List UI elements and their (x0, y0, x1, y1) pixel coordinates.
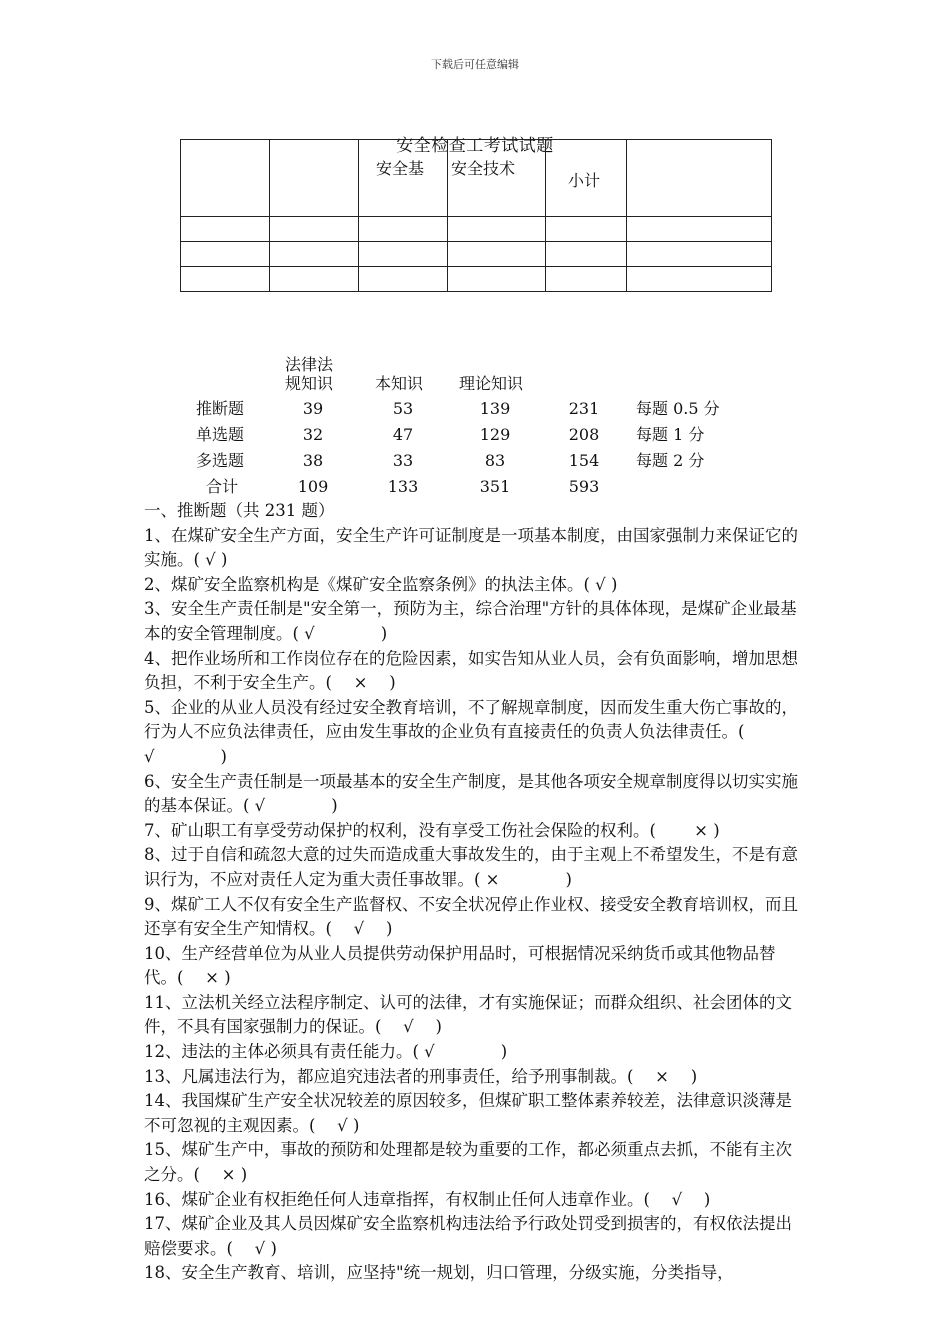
question-item: 6、安全生产责任制是一项最基本的安全生产制度，是其他各项安全规章制度得以切实实施的基本保证。( √ ) (144, 771, 798, 816)
header-cell-safety-tech: 安全技术 (448, 140, 546, 217)
question-item: 2、煤矿安全监察机构是《煤矿安全监察条例》的执法主体。( √ ) (144, 574, 618, 594)
row-label: 推断题 (196, 399, 245, 418)
cell-law: 39 (302, 399, 324, 418)
cell-theory: 351 (479, 477, 511, 496)
question-item: 12、违法的主体必须具有责任能力。( √ ) (144, 1042, 508, 1062)
cell-basic: 53 (392, 399, 414, 418)
score-table (180, 139, 772, 292)
question-item: 7、矿山职工有享受劳动保护的权利，没有享受工伤社会保险的权利。( × ) (144, 820, 720, 840)
cell-total: 208 (568, 425, 600, 444)
header-cell-subtotal: 小计 (546, 140, 627, 217)
cell-total: 154 (568, 451, 600, 470)
cell-basic: 133 (387, 477, 419, 496)
question-item: 8、过于自信和疏忽大意的过失而造成重大事故发生的，由于主观上不希望发生，不是有意识行为，不应对责任人定为重大责任事故罪。( × ) (144, 845, 798, 889)
question-item: 1、在煤矿安全生产方面，安全生产许可证制度是一项基本制度，由国家强制力来保证它的实施。( √ ) (144, 525, 798, 570)
question-item: 3、安全生产责任制是"安全第一，预防为主，综合治理"方针的具体体现，是煤矿企业最基本的安全管理制度。( √ ) (144, 599, 797, 643)
cell-law: 38 (302, 451, 324, 470)
download-note: 下载后可任意编辑 (431, 58, 519, 71)
header-cell (181, 140, 270, 217)
cell-total: 593 (568, 477, 600, 496)
question-item: 9、煤矿工人不仅有安全生产监督权、不安全状况停止作业权、接受安全教育培训权，而且还享有安全生产知情权。( √ ) (144, 894, 798, 939)
question-item: 17、煤矿企业及其人员因煤矿安全监察机构违法给予行政处罚受到损害的，有权依法提出赔偿要求。( √ ) (144, 1214, 792, 1258)
header-cell (270, 140, 359, 217)
table-row (181, 242, 772, 267)
cell-total: 231 (568, 399, 600, 418)
table-row (181, 217, 772, 242)
col-header-theory: 理论知识 (459, 374, 524, 393)
question-list (144, 499, 804, 1286)
cell-theory: 129 (479, 425, 511, 444)
cell-basic: 33 (392, 451, 414, 470)
row-label: 多选题 (196, 451, 245, 470)
question-item: 4、把作业场所和工作岗位存在的危险因素，如实告知从业人员，会有负面影响，增加思想负担，不利于安全生产。( × ) (144, 648, 798, 693)
cell-basic: 47 (392, 425, 414, 444)
col-header-law-1: 法律法 (285, 355, 334, 374)
cell-note: 每题 0.5 分 (636, 399, 720, 418)
cell-note: 每题 1 分 (636, 425, 705, 444)
cell-theory: 83 (484, 451, 506, 470)
question-item: 16、煤矿企业有权拒绝任何人违章指挥，有权制止任何人违章作业。( √ ) (144, 1189, 711, 1209)
question-item: 11、立法机关经立法程序制定、认可的法律，才有实施保证；而群众组织、社会团体的文件，不具有国家强制力的保证。( √ ) (144, 992, 792, 1037)
question-item: 18、安全生产教育、培训，应坚持"统一规划，归口管理，分级实施，分类指导， (144, 1263, 734, 1283)
question-item: 10、生产经营单位为从业人员提供劳动保护用品时，可根据情况采纳货币或其他物品替代。( × ) (144, 943, 776, 988)
question-item: 15、煤矿生产中，事故的预防和处理都是较为重要的工作，都必须重点去抓，不能有主次之分。( × ) (144, 1140, 792, 1185)
cell-theory: 139 (479, 399, 511, 418)
cell-note: 每题 2 分 (636, 451, 705, 470)
col-header-law-2: 规知识 (285, 374, 334, 393)
table-row (181, 267, 772, 292)
page-title: 安全检查工考试试题 (396, 136, 554, 156)
cell-law: 109 (297, 477, 329, 496)
header-cell (627, 140, 772, 217)
question-item: 14、我国煤矿生产安全状况较差的原因较多，但煤矿职工整体素养较差，法律意识淡薄是不可忽视的主观因素。( √ ) (144, 1091, 792, 1135)
row-label: 合计 (206, 477, 239, 496)
question-stats (180, 355, 760, 495)
section-title: 一、推断题（共 231 题） (144, 501, 335, 520)
question-item: 5、企业的从业人员没有经过安全教育培训，不了解规章制度，因而发生重大伤亡事故的，行为人不应负法律责任，应由发生事故的企业负有直接责任的负责人负法律责任。( √ ) (144, 697, 798, 766)
row-label: 单选题 (196, 425, 245, 444)
col-header-basic: 本知识 (375, 374, 424, 393)
header-cell-safety-basic: 安全基 (359, 140, 448, 217)
cell-law: 32 (302, 425, 324, 444)
score-table-header-row (181, 140, 772, 217)
question-item: 13、凡属违法行为，都应追究违法者的刑事责任，给予刑事制裁。( × ) (144, 1066, 698, 1086)
